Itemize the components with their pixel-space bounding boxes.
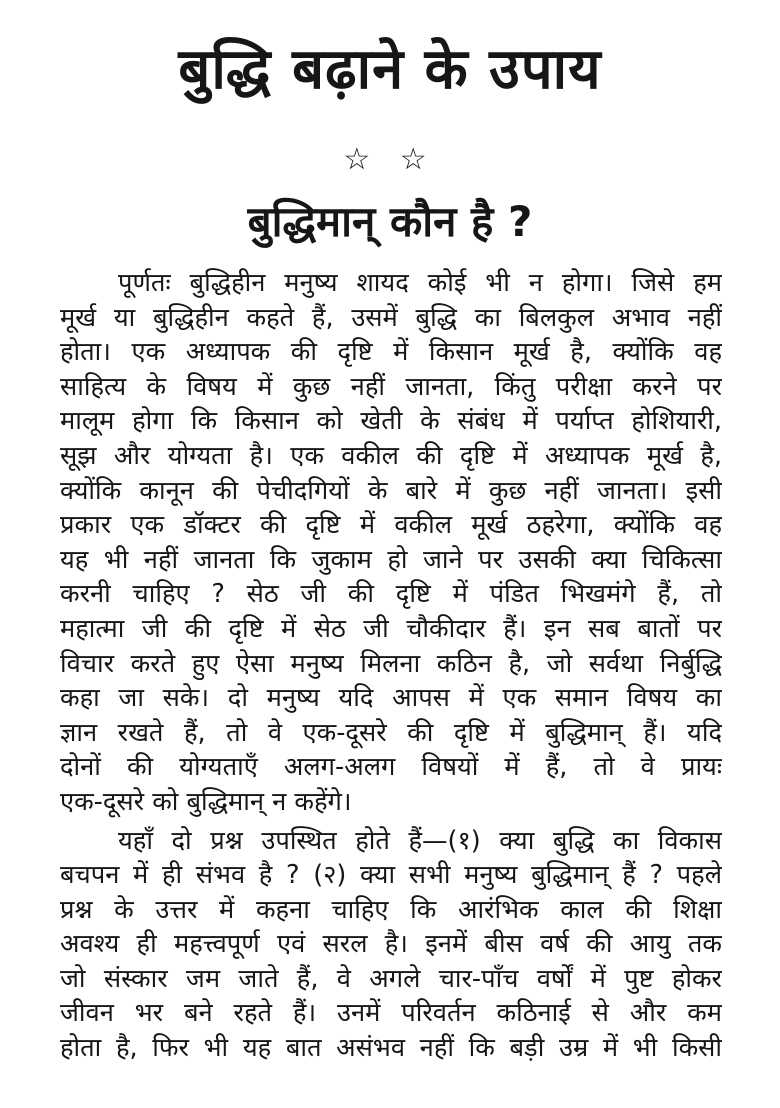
star-ornament: ☆ ☆	[343, 142, 437, 177]
body-text	[60, 266, 722, 1066]
paragraph-line: अवश्य ही महत्त्वपूर्ण एवं सरल है। इनमें बीस वर्ष की आयु तक	[60, 929, 722, 960]
section-heading: बुद्धिमान् कौन है ?	[247, 197, 533, 246]
paragraph-line: महात्मा जी की दृष्टि में सेठ जी चौकीदार हैं। इन सब बातों पर	[60, 613, 722, 644]
paragraph-line: क्योंकि कानून की पेचीदगियों के बारे में कुछ नहीं जानता। इसी	[60, 475, 722, 506]
paragraph-line: यहाँ दो प्रश्न उपस्थित होते हैं—(१) क्या बुद्धि का विकास	[118, 825, 722, 856]
paragraph-line: करनी चाहिए ? सेठ जी की दृष्टि में पंडित भिखमंगे हैं, तो	[60, 579, 722, 610]
paragraph-line: ज्ञान रखते हैं, तो वे एक-दूसरे की दृष्टि में बुद्धिमान् हैं। यदि	[60, 717, 722, 748]
paragraph-line: मालूम होगा कि किसान को खेती के संबंध में पर्याप्त होशियारी,	[60, 406, 722, 437]
paragraph-line: मूर्ख या बुद्धिहीन कहते हैं, उसमें बुद्धि का बिलकुल अभाव नहीं	[60, 302, 722, 333]
chapter-title: बुद्धि बढ़ाने के उपाय	[178, 37, 602, 102]
paragraph-line: कहा जा सके। दो मनुष्य यदि आपस में एक समान विषय का	[60, 683, 722, 714]
paragraph-line: साहित्य के विषय में कुछ नहीं जानता, किंतु परीक्षा करने पर	[60, 371, 722, 402]
paragraph-line: जो संस्कार जम जाते हैं, वे अगले चार-पाँच वर्षों में पुष्ट होकर	[60, 963, 722, 994]
paragraph-line: होता। एक अध्यापक की दृष्टि में किसान मूर्ख है, क्योंकि वह	[60, 337, 722, 368]
paragraph-line: विचार करते हुए ऐसा मनुष्य मिलना कठिन है, जो सर्वथा निर्बुद्धि	[60, 648, 722, 679]
paragraph-line: दोनों की योग्यताएँ अलग-अलग विषयों में हैं, तो वे प्रायः	[60, 752, 722, 783]
paragraph-line: प्रकार एक डॉक्टर की दृष्टि में वकील मूर्ख ठहरेगा, क्योंकि वह	[60, 510, 722, 541]
paragraph-line: बचपन में ही संभव है ? (२) क्या सभी मनुष्य बुद्धिमान् हैं ? पहले	[60, 860, 722, 891]
paragraph-line: जीवन भर बने रहते हैं। उनमें परिवर्तन कठिनाई से और कम	[60, 998, 722, 1029]
paragraph-line: होता है, फिर भी यह बात असंभव नहीं कि बड़ी उम्र में भी किसी	[60, 1033, 722, 1064]
paragraph-line: प्रश्न के उत्तर में कहना चाहिए कि आरंभिक काल की शिक्षा	[60, 894, 722, 925]
paragraph-line: पूर्णतः बुद्धिहीन मनुष्य शायद कोई भी न होगा। जिसे हम	[118, 268, 722, 298]
paragraph-line: यह भी नहीं जानता कि जुकाम हो जाने पर उसकी क्या चिकित्सा	[60, 544, 722, 575]
paragraph-line: एक-दूसरे को बुद्धिमान् न कहेंगे।	[60, 786, 352, 817]
paragraph-line: सूझ और योग्यता है। एक वकील की दृष्टि में अध्यापक मूर्ख है,	[60, 440, 722, 471]
